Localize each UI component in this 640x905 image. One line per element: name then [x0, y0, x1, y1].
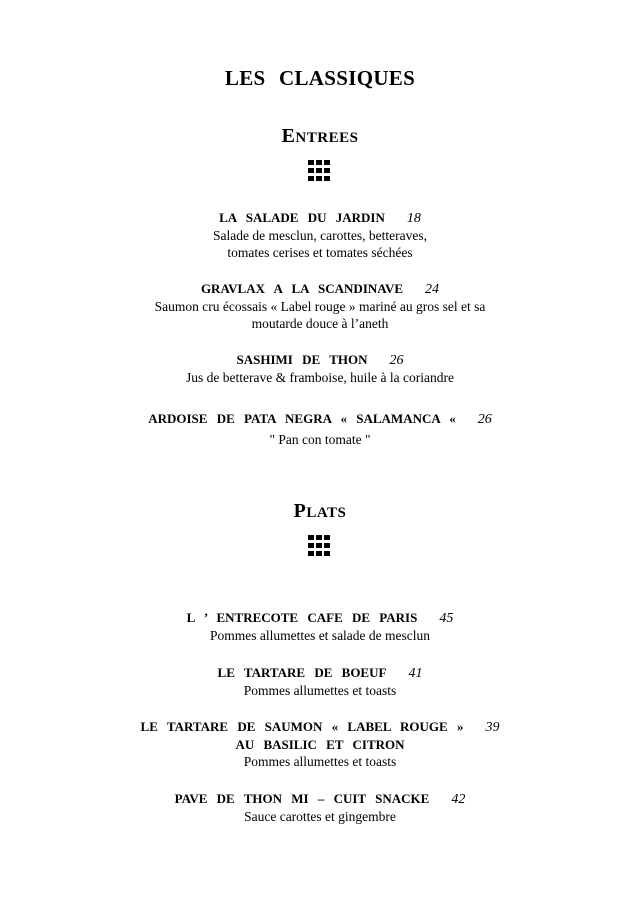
section-title-initial: E — [281, 125, 296, 147]
item-price: 26 — [477, 412, 492, 427]
item-description: Salade de mesclun, carottes, betteraves, — [212, 228, 428, 243]
item-description: moutarde douce à l’aneth — [251, 316, 389, 331]
item-description: tomates cerises et tomates séchées — [227, 245, 413, 260]
section-title-entrees — [0, 125, 640, 148]
section-title-rest: LATS — [306, 505, 347, 521]
menu-item — [0, 410, 640, 448]
item-price: 45 — [439, 611, 454, 626]
menu-item — [0, 664, 640, 699]
item-name: L ’ ENTRECOTE CAFE DE PARIS — [186, 610, 418, 625]
item-name: LA SALADE DU JARDIN — [219, 210, 385, 225]
menu-item — [0, 718, 640, 770]
item-price: 26 — [389, 353, 404, 368]
menu-item — [0, 280, 640, 332]
section-title-rest: NTREES — [295, 130, 359, 146]
item-description: Pommes allumettes et salade de mesclun — [209, 628, 431, 643]
item-price: 24 — [425, 282, 440, 297]
item-name-line-2: AU BASILIC ET CITRON — [235, 737, 405, 752]
item-price: 18 — [406, 211, 421, 226]
grid-ornament-icon — [308, 160, 331, 181]
item-name: LE TARTARE DE SAUMON « LABEL ROUGE » — [140, 719, 464, 734]
item-price: 41 — [408, 666, 423, 681]
section-title-plats — [0, 500, 640, 523]
item-description: Pommes allumettes et toasts — [243, 754, 397, 769]
item-name: GRAVLAX A LA SCANDINAVE — [200, 281, 404, 296]
menu-item — [0, 790, 640, 825]
item-name: PAVE DE THON MI – CUIT SNACKE — [174, 791, 430, 806]
item-price: 42 — [451, 792, 466, 807]
item-description: Pommes allumettes et toasts — [243, 683, 397, 698]
item-description: Saumon cru écossais « Label rouge » mariné au gros sel et sa — [154, 299, 486, 314]
item-name: ARDOISE DE PATA NEGRA « SALAMANCA « — [148, 411, 456, 426]
menu-item — [0, 209, 640, 261]
item-description: " Pan con tomate " — [269, 432, 371, 447]
item-price: 39 — [485, 720, 500, 735]
section-title-initial: P — [293, 500, 307, 522]
grid-ornament-icon — [308, 535, 331, 556]
item-description: Sauce carottes et gingembre — [244, 809, 396, 824]
item-name: LE TARTARE DE BOEUF — [217, 665, 387, 680]
item-description: Jus de betterave & framboise, huile à la coriandre — [185, 370, 455, 385]
menu-item — [0, 609, 640, 644]
menu-title: LES CLASSIQUES — [224, 66, 416, 90]
item-name: SASHIMI DE THON — [236, 352, 368, 367]
menu-item — [0, 351, 640, 386]
